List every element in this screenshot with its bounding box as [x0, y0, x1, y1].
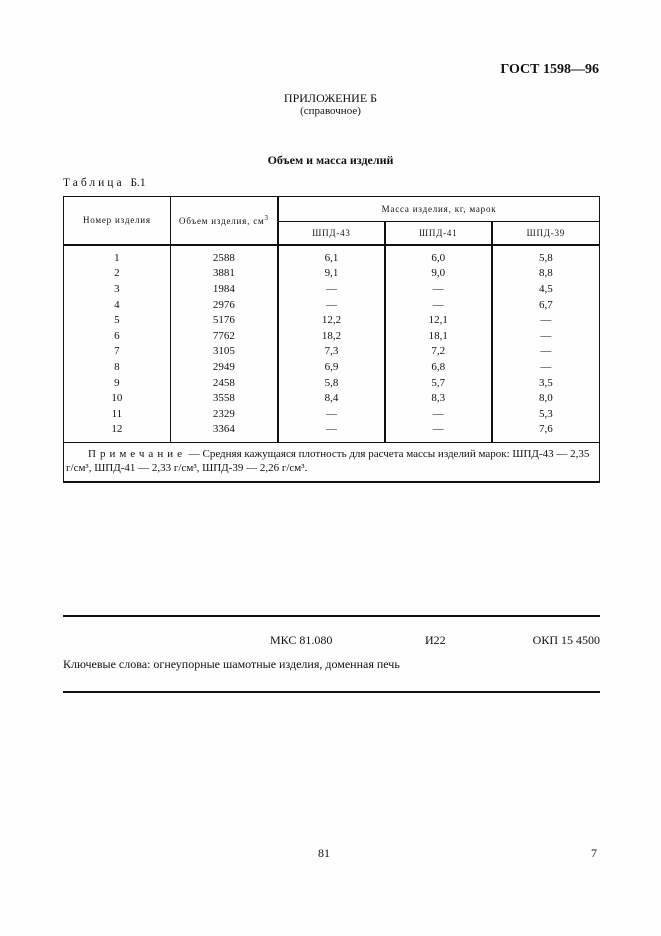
section-title: Объем и масса изделий: [267, 153, 394, 167]
cell-volume: 5176: [170, 313, 278, 329]
table-row: [64, 328, 600, 344]
cell-mass-39: 6,7: [492, 297, 600, 313]
table-row: [64, 313, 600, 329]
table-row: [64, 391, 600, 407]
header-volume: [170, 197, 278, 245]
table-row: [64, 251, 600, 267]
cell-item-number: 12: [64, 422, 171, 438]
cell-item-number: 2: [64, 266, 171, 282]
cell-mass-43: —: [278, 406, 385, 422]
cell-volume: 3364: [170, 422, 278, 438]
header-volume-sup: 3: [264, 214, 269, 223]
table-row: [64, 375, 600, 391]
table-row: [64, 282, 600, 298]
cell-mass-39: 7,6: [492, 422, 600, 438]
cell-mass-39: 5,8: [492, 251, 600, 267]
page-number-right: 7: [591, 846, 597, 860]
table-number: Б.1: [130, 177, 146, 189]
cell-volume: 2588: [170, 251, 278, 267]
cell-mass-43: 6,1: [278, 251, 385, 267]
cell-mass-43: 12,2: [278, 313, 385, 329]
cell-volume: 2458: [170, 375, 278, 391]
cell-mass-41: —: [385, 282, 492, 298]
cell-mass-39: —: [492, 328, 600, 344]
cell-mass-43: —: [278, 297, 385, 313]
cell-mass-43: 18,2: [278, 328, 385, 344]
cell-mass-43: —: [278, 282, 385, 298]
cell-volume: 1984: [170, 282, 278, 298]
header-mass-group: Масса изделия, кг, марок: [278, 197, 599, 222]
cell-mass-41: 9,0: [385, 266, 492, 282]
cell-volume: 2329: [170, 406, 278, 422]
cell-mass-41: —: [385, 422, 492, 438]
cell-mass-43: 5,8: [278, 375, 385, 391]
cell-mass-41: 6,0: [385, 251, 492, 267]
table-row: [64, 266, 600, 282]
footer-rule-bottom: [63, 691, 600, 693]
cell-mass-41: 8,3: [385, 391, 492, 407]
cell-volume: 2976: [170, 297, 278, 313]
standard-number: ГОСТ 1598—96: [500, 62, 599, 77]
cell-volume: 3558: [170, 391, 278, 407]
cell-item-number: 9: [64, 375, 171, 391]
cell-mass-43: 6,9: [278, 360, 385, 376]
note-label: Примечание: [88, 448, 186, 461]
table-row: [64, 406, 600, 422]
cell-item-number: 1: [64, 251, 171, 267]
cell-mass-39: 3,5: [492, 375, 600, 391]
keywords: Ключевые слова: огнеупорные шамотные изделия, доменная печь: [63, 657, 400, 671]
header-item-number: Номер изделия: [64, 197, 171, 245]
cell-mass-43: 8,4: [278, 391, 385, 407]
table-row: [64, 344, 600, 360]
header-volume-text: Объем изделия, см: [179, 216, 265, 227]
cell-mass-41: —: [385, 406, 492, 422]
cell-volume: 3881: [170, 266, 278, 282]
cell-mass-43: —: [278, 422, 385, 438]
cell-item-number: 3: [64, 282, 171, 298]
cell-item-number: 8: [64, 360, 171, 376]
table-label-word: Таблица: [63, 177, 125, 189]
cell-volume: 3105: [170, 344, 278, 360]
appendix-heading: [0, 92, 661, 118]
appendix-subtitle: (справочное): [300, 105, 361, 117]
cell-mass-39: 8,8: [492, 266, 600, 282]
header-grade-39: ШПД-39: [492, 222, 600, 245]
cell-mass-39: —: [492, 313, 600, 329]
header-grade-43: ШПД-43: [278, 222, 385, 245]
note-text: — Средняя кажущаяся плотность для расчета массы изделий марок: ШПД-43 — 2,35 г/см³, ШПД-41 — 2,33 г/см³, ШПД-39 — 2,26 г/см³.: [66, 448, 590, 475]
table-label: [63, 177, 146, 189]
cell-mass-43: 7,3: [278, 344, 385, 360]
cell-volume: 7762: [170, 328, 278, 344]
cell-mass-41: 18,1: [385, 328, 492, 344]
cell-item-number: 5: [64, 313, 171, 329]
cell-item-number: 6: [64, 328, 171, 344]
page-number-left: 81: [318, 846, 330, 860]
cell-mass-41: —: [385, 297, 492, 313]
table-row: [64, 360, 600, 376]
cell-mass-39: —: [492, 344, 600, 360]
cell-mass-43: 9,1: [278, 266, 385, 282]
cell-mass-39: 5,3: [492, 406, 600, 422]
header-grade-41: ШПД-41: [385, 222, 492, 245]
cell-item-number: 11: [64, 406, 171, 422]
mass-volume-table: [63, 196, 600, 483]
cell-item-number: 10: [64, 391, 171, 407]
table-note: [64, 443, 600, 483]
cell-item-number: 4: [64, 297, 171, 313]
mks-code: МКС 81.080: [270, 633, 333, 647]
cell-mass-41: 12,1: [385, 313, 492, 329]
appendix-title: ПРИЛОЖЕНИЕ Б: [283, 91, 378, 105]
cell-mass-39: —: [492, 360, 600, 376]
classifier-code: И22: [425, 633, 446, 647]
footer-rule-top: [63, 615, 600, 617]
table-row: [64, 422, 600, 438]
cell-mass-39: 4,5: [492, 282, 600, 298]
cell-mass-39: 8,0: [492, 391, 600, 407]
cell-item-number: 7: [64, 344, 171, 360]
table-row: [64, 297, 600, 313]
okp-code: ОКП 15 4500: [532, 633, 600, 647]
cell-mass-41: 5,7: [385, 375, 492, 391]
cell-volume: 2949: [170, 360, 278, 376]
cell-mass-41: 7,2: [385, 344, 492, 360]
cell-mass-41: 6,8: [385, 360, 492, 376]
